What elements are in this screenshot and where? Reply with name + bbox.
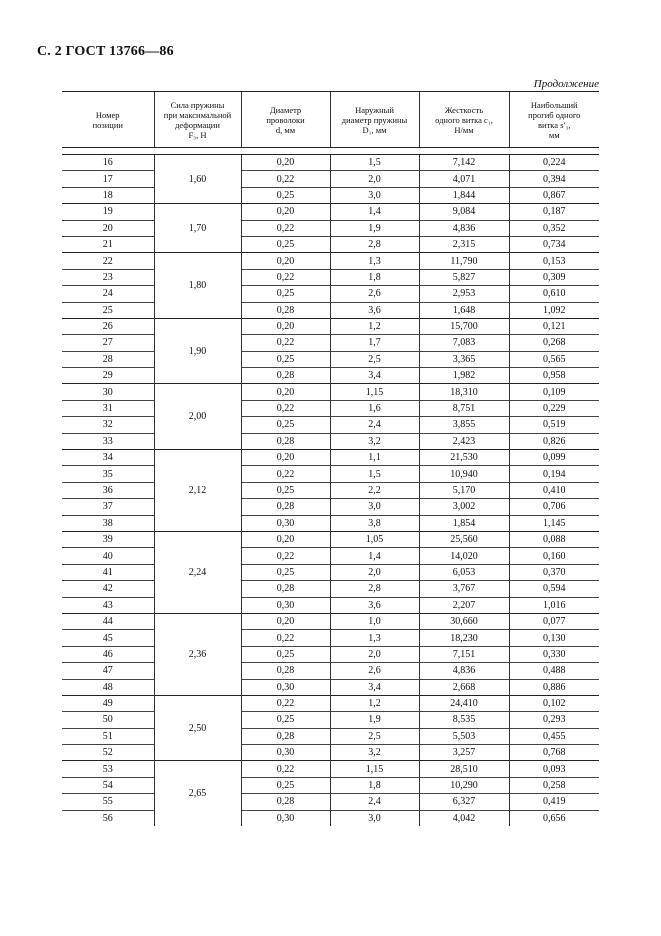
deflection-cell: 0,768 [509,745,599,761]
stiffness-cell: 24,410 [419,695,509,711]
wire-diameter-cell: 0,20 [241,531,330,547]
stiffness-cell: 4,042 [419,810,509,826]
wire-diameter-cell: 0,20 [241,204,330,220]
outer-diameter-cell: 3,0 [330,187,419,203]
position-cell: 30 [62,384,154,400]
outer-diameter-cell: 1,5 [330,155,419,171]
header-line: прогиб одного [528,109,581,120]
header-line: проволоки [266,114,305,125]
force-cell: 1,70 [154,204,241,253]
deflection-cell: 0,194 [509,466,599,482]
position-cell: 29 [62,368,154,384]
deflection-cell: 0,160 [509,548,599,564]
wire-diameter-cell: 0,22 [241,171,330,187]
table-row [62,286,599,302]
outer-diameter-cell: 2,2 [330,482,419,498]
wire-diameter-cell: 0,25 [241,564,330,580]
deflection-cell: 0,594 [509,581,599,597]
header-line: одного витка c₁, [435,114,493,125]
stiffness-cell: 2,668 [419,679,509,695]
stiffness-cell: 1,648 [419,302,509,318]
wire-diameter-cell: 0,28 [241,302,330,318]
deflection-cell: 0,088 [509,531,599,547]
wire-diameter-cell: 0,22 [241,269,330,285]
wire-diameter-cell: 0,22 [241,466,330,482]
table-row [62,564,599,580]
outer-diameter-cell: 1,8 [330,269,419,285]
outer-diameter-cell: 2,6 [330,663,419,679]
header-line: Наружный [355,104,394,115]
position-cell: 36 [62,482,154,498]
wire-diameter-cell: 0,25 [241,712,330,728]
wire-diameter-cell: 0,25 [241,417,330,433]
table-row [62,761,599,777]
deflection-cell: 0,102 [509,695,599,711]
stiffness-cell: 5,827 [419,269,509,285]
deflection-cell: 0,410 [509,482,599,498]
table-row [62,335,599,351]
outer-diameter-cell: 2,5 [330,728,419,744]
wire-diameter-cell: 0,30 [241,597,330,613]
stiffness-cell: 3,002 [419,499,509,515]
table-row [62,433,599,449]
table-row [62,482,599,498]
outer-diameter-cell: 2,0 [330,564,419,580]
outer-diameter-cell: 1,8 [330,777,419,793]
col-header-outer-diameter [330,92,419,148]
outer-diameter-cell: 2,4 [330,417,419,433]
wire-diameter-cell: 0,20 [241,253,330,269]
outer-diameter-cell: 3,0 [330,810,419,826]
outer-diameter-cell: 3,6 [330,302,419,318]
spring-parameters-table [62,91,599,826]
deflection-cell: 0,419 [509,794,599,810]
outer-diameter-cell: 1,05 [330,531,419,547]
deflection-cell: 0,268 [509,335,599,351]
table-row [62,613,599,629]
wire-diameter-cell: 0,28 [241,368,330,384]
position-cell: 31 [62,400,154,416]
position-cell: 44 [62,613,154,629]
stiffness-cell: 6,327 [419,794,509,810]
deflection-cell: 0,093 [509,761,599,777]
force-cell: 2,12 [154,450,241,532]
wire-diameter-cell: 0,20 [241,318,330,334]
table-row [62,745,599,761]
table-row [62,155,599,171]
outer-diameter-cell: 3,6 [330,597,419,613]
stiffness-cell: 2,423 [419,433,509,449]
wire-diameter-cell: 0,22 [241,335,330,351]
wire-diameter-cell: 0,22 [241,761,330,777]
outer-diameter-cell: 2,8 [330,236,419,252]
stiffness-cell: 5,503 [419,728,509,744]
outer-diameter-cell: 1,7 [330,335,419,351]
deflection-cell: 0,610 [509,286,599,302]
wire-diameter-cell: 0,20 [241,613,330,629]
wire-diameter-cell: 0,20 [241,384,330,400]
position-cell: 34 [62,450,154,466]
stiffness-cell: 4,071 [419,171,509,187]
outer-diameter-cell: 1,0 [330,613,419,629]
position-cell: 33 [62,433,154,449]
outer-diameter-cell: 3,8 [330,515,419,531]
deflection-cell: 0,958 [509,368,599,384]
position-cell: 37 [62,499,154,515]
stiffness-cell: 9,084 [419,204,509,220]
wire-diameter-cell: 0,25 [241,286,330,302]
deflection-cell: 1,092 [509,302,599,318]
deflection-cell: 0,099 [509,450,599,466]
stiffness-cell: 18,310 [419,384,509,400]
outer-diameter-cell: 1,15 [330,384,419,400]
stiffness-cell: 2,315 [419,236,509,252]
stiffness-cell: 28,510 [419,761,509,777]
stiffness-cell: 1,844 [419,187,509,203]
position-cell: 56 [62,810,154,826]
position-cell: 47 [62,663,154,679]
stiffness-cell: 8,535 [419,712,509,728]
position-cell: 19 [62,204,154,220]
stiffness-cell: 4,836 [419,663,509,679]
stiffness-cell: 1,982 [419,368,509,384]
table-row [62,351,599,367]
wire-diameter-cell: 0,28 [241,499,330,515]
position-cell: 43 [62,597,154,613]
stiffness-cell: 1,854 [419,515,509,531]
outer-diameter-cell: 1,9 [330,220,419,236]
stiffness-cell: 18,230 [419,630,509,646]
table-row [62,728,599,744]
stiffness-cell: 6,053 [419,564,509,580]
table-row [62,269,599,285]
deflection-cell: 0,656 [509,810,599,826]
deflection-cell: 0,370 [509,564,599,580]
position-cell: 50 [62,712,154,728]
deflection-cell: 0,734 [509,236,599,252]
position-cell: 35 [62,466,154,482]
header-line: витка s′₃, [538,119,571,130]
deflection-cell: 0,121 [509,318,599,334]
position-cell: 41 [62,564,154,580]
position-cell: 23 [62,269,154,285]
deflection-cell: 0,229 [509,400,599,416]
table-row [62,204,599,220]
outer-diameter-cell: 1,4 [330,204,419,220]
table-row [62,417,599,433]
outer-diameter-cell: 1,15 [330,761,419,777]
wire-diameter-cell: 0,22 [241,220,330,236]
wire-diameter-cell: 0,22 [241,548,330,564]
deflection-cell: 0,519 [509,417,599,433]
header-line: деформации [175,119,220,130]
stiffness-cell: 10,290 [419,777,509,793]
header-line: Диаметр [269,104,302,115]
outer-diameter-cell: 3,2 [330,745,419,761]
table-row [62,646,599,662]
header-line: Наибольший [530,99,578,110]
continued-label: Продолжение [533,78,599,90]
header-line: мм [548,129,560,140]
position-cell: 49 [62,695,154,711]
stiffness-cell: 15,700 [419,318,509,334]
force-cell: 2,65 [154,761,241,826]
outer-diameter-cell: 2,0 [330,171,419,187]
force-cell: 2,24 [154,531,241,613]
position-cell: 54 [62,777,154,793]
header-line: Сила пружины [170,99,225,110]
position-cell: 28 [62,351,154,367]
deflection-cell: 0,330 [509,646,599,662]
position-cell: 32 [62,417,154,433]
stiffness-cell: 2,953 [419,286,509,302]
table-row [62,531,599,547]
force-cell: 2,50 [154,695,241,761]
wire-diameter-cell: 0,25 [241,187,330,203]
wire-diameter-cell: 0,20 [241,155,330,171]
table-row [62,810,599,826]
deflection-cell: 0,826 [509,433,599,449]
table-row [62,695,599,711]
deflection-cell: 0,153 [509,253,599,269]
deflection-cell: 0,867 [509,187,599,203]
deflection-cell: 0,394 [509,171,599,187]
header-line: F₃, Н [188,129,207,140]
stiffness-cell: 3,767 [419,581,509,597]
table-row [62,581,599,597]
force-cell: 1,60 [154,155,241,204]
position-cell: 17 [62,171,154,187]
deflection-cell: 0,293 [509,712,599,728]
wire-diameter-cell: 0,25 [241,236,330,252]
deflection-cell: 0,565 [509,351,599,367]
table-row [62,318,599,334]
deflection-cell: 0,309 [509,269,599,285]
table-row [62,630,599,646]
position-cell: 39 [62,531,154,547]
header-line: Номер [95,109,120,120]
stiffness-cell: 14,020 [419,548,509,564]
outer-diameter-cell: 1,1 [330,450,419,466]
wire-diameter-cell: 0,22 [241,400,330,416]
stiffness-cell: 7,083 [419,335,509,351]
wire-diameter-cell: 0,20 [241,450,330,466]
header-line: Н/мм [454,124,474,135]
deflection-cell: 0,886 [509,679,599,695]
position-cell: 40 [62,548,154,564]
outer-diameter-cell: 3,2 [330,433,419,449]
force-cell: 1,80 [154,253,241,319]
position-cell: 16 [62,155,154,171]
wire-diameter-cell: 0,22 [241,695,330,711]
table-header [62,92,599,148]
table-row [62,220,599,236]
position-cell: 52 [62,745,154,761]
wire-diameter-cell: 0,28 [241,794,330,810]
outer-diameter-cell: 1,2 [330,318,419,334]
table-row [62,450,599,466]
outer-diameter-cell: 1,3 [330,630,419,646]
deflection-cell: 0,258 [509,777,599,793]
table-row [62,236,599,252]
stiffness-cell: 7,151 [419,646,509,662]
stiffness-cell: 10,940 [419,466,509,482]
position-cell: 42 [62,581,154,597]
table-row [62,712,599,728]
position-cell: 24 [62,286,154,302]
deflection-cell: 0,488 [509,663,599,679]
deflection-cell: 0,109 [509,384,599,400]
wire-diameter-cell: 0,25 [241,482,330,498]
outer-diameter-cell: 1,6 [330,400,419,416]
table-row [62,171,599,187]
outer-diameter-cell: 3,4 [330,679,419,695]
table-row [62,663,599,679]
force-cell: 2,36 [154,613,241,695]
wire-diameter-cell: 0,25 [241,777,330,793]
table-row [62,466,599,482]
col-header-position [62,92,154,148]
wire-diameter-cell: 0,22 [241,630,330,646]
stiffness-cell: 5,170 [419,482,509,498]
wire-diameter-cell: 0,30 [241,810,330,826]
position-cell: 46 [62,646,154,662]
stiffness-cell: 8,751 [419,400,509,416]
position-cell: 48 [62,679,154,695]
position-cell: 51 [62,728,154,744]
position-cell: 25 [62,302,154,318]
outer-diameter-cell: 2,6 [330,286,419,302]
outer-diameter-cell: 2,5 [330,351,419,367]
table-row [62,499,599,515]
header-line: при максимальной [163,109,232,120]
table-row [62,187,599,203]
position-cell: 55 [62,794,154,810]
deflection-cell: 0,706 [509,499,599,515]
force-cell: 1,90 [154,318,241,384]
stiffness-cell: 3,257 [419,745,509,761]
table-row [62,548,599,564]
wire-diameter-cell: 0,30 [241,679,330,695]
outer-diameter-cell: 2,8 [330,581,419,597]
stiffness-cell: 2,207 [419,597,509,613]
outer-diameter-cell: 3,4 [330,368,419,384]
wire-diameter-cell: 0,30 [241,515,330,531]
deflection-cell: 1,145 [509,515,599,531]
position-cell: 26 [62,318,154,334]
col-header-wire-diameter [241,92,330,148]
table-row [62,597,599,613]
wire-diameter-cell: 0,25 [241,351,330,367]
outer-diameter-cell: 2,0 [330,646,419,662]
header-line: D₁, мм [362,124,387,135]
position-cell: 38 [62,515,154,531]
header-line: d, мм [275,124,296,135]
stiffness-cell: 3,365 [419,351,509,367]
col-header-force [154,92,241,148]
wire-diameter-cell: 0,28 [241,581,330,597]
table-row [62,400,599,416]
stiffness-cell: 7,142 [419,155,509,171]
outer-diameter-cell: 1,4 [330,548,419,564]
stiffness-cell: 30,660 [419,613,509,629]
position-cell: 22 [62,253,154,269]
position-cell: 27 [62,335,154,351]
deflection-cell: 0,455 [509,728,599,744]
deflection-cell: 0,130 [509,630,599,646]
outer-diameter-cell: 3,0 [330,499,419,515]
wire-diameter-cell: 0,25 [241,646,330,662]
outer-diameter-cell: 1,5 [330,466,419,482]
deflection-cell: 0,352 [509,220,599,236]
outer-diameter-cell: 1,2 [330,695,419,711]
header-line: Жесткость [444,104,484,115]
deflection-cell: 0,224 [509,155,599,171]
table-row [62,794,599,810]
wire-diameter-cell: 0,30 [241,745,330,761]
table-row [62,679,599,695]
deflection-cell: 1,016 [509,597,599,613]
table-row [62,777,599,793]
col-header-stiffness [419,92,509,148]
table-row [62,384,599,400]
stiffness-cell: 4,836 [419,220,509,236]
wire-diameter-cell: 0,28 [241,728,330,744]
stiffness-cell: 3,855 [419,417,509,433]
outer-diameter-cell: 1,3 [330,253,419,269]
table-row [62,302,599,318]
col-header-deflection [509,92,599,148]
stiffness-cell: 11,790 [419,253,509,269]
stiffness-cell: 21,530 [419,450,509,466]
position-cell: 53 [62,761,154,777]
table-row [62,368,599,384]
header-line: диаметр пружины [341,114,408,125]
position-cell: 20 [62,220,154,236]
stiffness-cell: 25,560 [419,531,509,547]
wire-diameter-cell: 0,28 [241,433,330,449]
page-title: С. 2 ГОСТ 13766—86 [37,44,174,59]
deflection-cell: 0,187 [509,204,599,220]
wire-diameter-cell: 0,28 [241,663,330,679]
deflection-cell: 0,077 [509,613,599,629]
outer-diameter-cell: 1,9 [330,712,419,728]
position-cell: 21 [62,236,154,252]
table-row [62,253,599,269]
outer-diameter-cell: 2,4 [330,794,419,810]
table-row [62,515,599,531]
header-line: позиции [92,119,123,130]
force-cell: 2,00 [154,384,241,450]
position-cell: 45 [62,630,154,646]
position-cell: 18 [62,187,154,203]
table-body [62,148,599,827]
